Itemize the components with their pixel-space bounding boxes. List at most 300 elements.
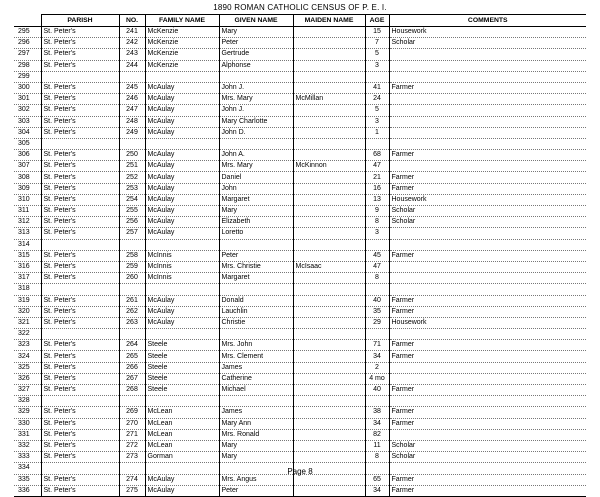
table-row <box>14 440 586 451</box>
given-name-cell: Mary <box>219 452 293 463</box>
row-number-cell: 303 <box>14 116 41 127</box>
no-cell: 253 <box>119 183 145 194</box>
table-row <box>14 116 586 127</box>
no-cell: 268 <box>119 385 145 396</box>
row-number-cell: 330 <box>14 418 41 429</box>
comments-cell: Farmer <box>389 82 586 93</box>
parish-cell: St. Peter's <box>41 116 119 127</box>
comments-cell: Farmer <box>389 250 586 261</box>
no-cell: 262 <box>119 306 145 317</box>
age-cell <box>365 396 389 407</box>
row-number-cell: 299 <box>14 71 41 82</box>
table-row <box>14 49 586 60</box>
family-name-cell: McLean <box>145 418 219 429</box>
comments-cell: Farmer <box>389 485 586 496</box>
age-cell: 15 <box>365 27 389 38</box>
age-cell: 11 <box>365 440 389 451</box>
family-name-cell: Steele <box>145 373 219 384</box>
comments-cell <box>389 373 586 384</box>
table-row <box>14 273 586 284</box>
parish-cell: St. Peter's <box>41 261 119 272</box>
comments-cell <box>389 71 586 82</box>
given-name-cell <box>219 396 293 407</box>
age-cell: 29 <box>365 317 389 328</box>
maiden-name-cell <box>293 239 365 250</box>
census-table <box>14 14 586 497</box>
maiden-name-cell <box>293 440 365 451</box>
parish-cell: St. Peter's <box>41 27 119 38</box>
row-number-cell: 295 <box>14 27 41 38</box>
age-header: AGE <box>365 15 389 27</box>
table-row <box>14 228 586 239</box>
comments-cell: Housework <box>389 27 586 38</box>
given-name-cell <box>219 71 293 82</box>
comments-cell: Farmer <box>389 385 586 396</box>
age-cell: 68 <box>365 150 389 161</box>
maiden-name-cell <box>293 105 365 116</box>
comments-cell <box>389 329 586 340</box>
given-name-cell: Margaret <box>219 273 293 284</box>
no-cell: 242 <box>119 38 145 49</box>
age-cell: 4 mo <box>365 373 389 384</box>
age-cell: 8 <box>365 452 389 463</box>
parish-cell: St. Peter's <box>41 407 119 418</box>
header-row <box>14 15 586 27</box>
row-number-cell: 315 <box>14 250 41 261</box>
family-name-cell: McLean <box>145 440 219 451</box>
maiden-name-cell <box>293 485 365 496</box>
table-row <box>14 385 586 396</box>
table-row <box>14 362 586 373</box>
given-name-cell: Mrs. Clement <box>219 351 293 362</box>
comments-cell <box>389 138 586 149</box>
row-number-cell: 323 <box>14 340 41 351</box>
given-name-cell: Gertrude <box>219 49 293 60</box>
family-name-cell: McAulay <box>145 172 219 183</box>
parish-cell: St. Peter's <box>41 385 119 396</box>
table-row <box>14 295 586 306</box>
comments-cell <box>389 273 586 284</box>
row-number-cell: 328 <box>14 396 41 407</box>
age-cell: 1 <box>365 127 389 138</box>
row-number-cell: 331 <box>14 429 41 440</box>
parish-cell: St. Peter's <box>41 440 119 451</box>
parish-cell: St. Peter's <box>41 161 119 172</box>
parish-cell: St. Peter's <box>41 38 119 49</box>
table-row <box>14 407 586 418</box>
no-cell <box>119 138 145 149</box>
no-cell: 269 <box>119 407 145 418</box>
given-name-cell: Lauchlin <box>219 306 293 317</box>
family-name-cell: McLean <box>145 429 219 440</box>
comments-cell <box>389 49 586 60</box>
table-row <box>14 284 586 295</box>
given-name-cell <box>219 239 293 250</box>
given-name-cell: Donald <box>219 295 293 306</box>
comments-cell <box>389 396 586 407</box>
family-name-cell: Steele <box>145 351 219 362</box>
family-name-cell: McKenzie <box>145 27 219 38</box>
given-name-cell: Mrs. Mary <box>219 94 293 105</box>
maiden-name-cell <box>293 217 365 228</box>
parish-cell <box>41 396 119 407</box>
row-number-cell: 321 <box>14 317 41 328</box>
given-name-cell: Michael <box>219 385 293 396</box>
given-name-cell: Mary <box>219 206 293 217</box>
parish-cell: St. Peter's <box>41 105 119 116</box>
family-name-cell: McAulay <box>145 161 219 172</box>
comments-cell <box>389 239 586 250</box>
family-name-cell: Steele <box>145 362 219 373</box>
no-cell: 260 <box>119 273 145 284</box>
table-row <box>14 127 586 138</box>
row-number-cell: 308 <box>14 172 41 183</box>
row-number-cell: 317 <box>14 273 41 284</box>
comments-cell: Scholar <box>389 217 586 228</box>
table-row <box>14 172 586 183</box>
family-name-cell: McAulay <box>145 116 219 127</box>
maiden-name-cell <box>293 172 365 183</box>
comments-cell <box>389 116 586 127</box>
no-cell: 270 <box>119 418 145 429</box>
row-number-cell: 297 <box>14 49 41 60</box>
table-row <box>14 340 586 351</box>
family-name-cell: McInnis <box>145 273 219 284</box>
parish-cell: St. Peter's <box>41 317 119 328</box>
no-cell: 244 <box>119 60 145 71</box>
row-number-cell: 301 <box>14 94 41 105</box>
table-row <box>14 82 586 93</box>
family-name-cell: McAulay <box>145 94 219 105</box>
parish-cell: St. Peter's <box>41 217 119 228</box>
parish-cell: St. Peter's <box>41 373 119 384</box>
parish-cell: St. Peter's <box>41 429 119 440</box>
comments-cell: Scholar <box>389 38 586 49</box>
maiden-name-cell <box>293 228 365 239</box>
comments-cell: Farmer <box>389 183 586 194</box>
age-cell: 38 <box>365 407 389 418</box>
maiden-name-cell <box>293 183 365 194</box>
comments-cell: Farmer <box>389 150 586 161</box>
given-name-cell: James <box>219 362 293 373</box>
row-number-cell: 316 <box>14 261 41 272</box>
age-cell: 21 <box>365 172 389 183</box>
maiden-name-cell <box>293 306 365 317</box>
family-name-cell <box>145 138 219 149</box>
table-row <box>14 94 586 105</box>
no-cell: 252 <box>119 172 145 183</box>
given-name-cell <box>219 284 293 295</box>
comments-cell: Farmer <box>389 172 586 183</box>
table-row <box>14 105 586 116</box>
parish-cell: St. Peter's <box>41 228 119 239</box>
given-name-header: GIVEN NAME <box>219 15 293 27</box>
given-name-cell: Catherine <box>219 373 293 384</box>
maiden-name-cell <box>293 407 365 418</box>
parish-cell <box>41 239 119 250</box>
row-number-cell: 332 <box>14 440 41 451</box>
table-row <box>14 373 586 384</box>
age-cell: 8 <box>365 273 389 284</box>
given-name-cell: Mary <box>219 440 293 451</box>
family-name-cell: McAulay <box>145 295 219 306</box>
row-number-cell: 322 <box>14 329 41 340</box>
age-cell: 3 <box>365 116 389 127</box>
age-cell: 24 <box>365 94 389 105</box>
maiden-name-cell: McMillan <box>293 94 365 105</box>
no-cell: 247 <box>119 105 145 116</box>
row-number-cell: 296 <box>14 38 41 49</box>
maiden-name-cell <box>293 351 365 362</box>
table-row <box>14 183 586 194</box>
table-row <box>14 38 586 49</box>
age-cell: 7 <box>365 38 389 49</box>
given-name-cell: Daniel <box>219 172 293 183</box>
comments-cell: Farmer <box>389 418 586 429</box>
given-name-cell: Peter <box>219 250 293 261</box>
given-name-cell: Peter <box>219 485 293 496</box>
comments-cell <box>389 60 586 71</box>
row-number-cell: 298 <box>14 60 41 71</box>
family-name-cell: McInnis <box>145 261 219 272</box>
comments-cell <box>389 261 586 272</box>
table-row <box>14 194 586 205</box>
table-row <box>14 351 586 362</box>
family-name-cell <box>145 239 219 250</box>
parish-cell: St. Peter's <box>41 418 119 429</box>
parish-cell <box>41 138 119 149</box>
no-cell: 263 <box>119 317 145 328</box>
age-cell: 13 <box>365 194 389 205</box>
age-cell: 41 <box>365 82 389 93</box>
age-cell: 82 <box>365 429 389 440</box>
given-name-cell: Mrs. Ronald <box>219 429 293 440</box>
no-cell: 256 <box>119 217 145 228</box>
table-row <box>14 206 586 217</box>
no-cell: 261 <box>119 295 145 306</box>
age-cell: 35 <box>365 306 389 317</box>
given-name-cell: Peter <box>219 38 293 49</box>
age-cell: 3 <box>365 228 389 239</box>
parish-cell: St. Peter's <box>41 94 119 105</box>
family-name-cell: McLean <box>145 407 219 418</box>
family-name-cell: McAulay <box>145 150 219 161</box>
age-cell: 34 <box>365 351 389 362</box>
family-name-cell: McAulay <box>145 105 219 116</box>
no-cell: 251 <box>119 161 145 172</box>
table-row <box>14 161 586 172</box>
given-name-cell: Loretto <box>219 228 293 239</box>
parish-cell: St. Peter's <box>41 127 119 138</box>
age-cell: 3 <box>365 60 389 71</box>
parish-cell <box>41 284 119 295</box>
maiden-name-cell <box>293 295 365 306</box>
maiden-name-cell <box>293 71 365 82</box>
family-name-cell: McAulay <box>145 127 219 138</box>
age-cell: 34 <box>365 485 389 496</box>
maiden-name-cell <box>293 250 365 261</box>
comments-cell: Scholar <box>389 452 586 463</box>
comments-cell: Farmer <box>389 474 586 485</box>
given-name-cell: Alphonse <box>219 60 293 71</box>
parish-cell: St. Peter's <box>41 150 119 161</box>
parish-cell: St. Peter's <box>41 485 119 496</box>
table-row <box>14 261 586 272</box>
maiden-name-cell <box>293 194 365 205</box>
family-name-cell: Gorman <box>145 452 219 463</box>
comments-cell <box>389 429 586 440</box>
parish-cell: St. Peter's <box>41 474 119 485</box>
age-cell <box>365 138 389 149</box>
table-row <box>14 250 586 261</box>
maiden-name-cell <box>293 418 365 429</box>
given-name-cell: Margaret <box>219 194 293 205</box>
maiden-name-cell <box>293 273 365 284</box>
row-number-cell: 306 <box>14 150 41 161</box>
family-name-cell: McKenzie <box>145 60 219 71</box>
no-cell: 274 <box>119 474 145 485</box>
given-name-cell <box>219 329 293 340</box>
no-cell: 258 <box>119 250 145 261</box>
family-name-cell <box>145 329 219 340</box>
parish-cell: St. Peter's <box>41 362 119 373</box>
row-number-cell: 324 <box>14 351 41 362</box>
row-number-cell: 305 <box>14 138 41 149</box>
family-name-cell <box>145 71 219 82</box>
row-number-cell: 318 <box>14 284 41 295</box>
given-name-cell: John D. <box>219 127 293 138</box>
maiden-name-cell <box>293 385 365 396</box>
parish-cell: St. Peter's <box>41 82 119 93</box>
family-name-cell: McAulay <box>145 217 219 228</box>
maiden-name-cell <box>293 150 365 161</box>
no-cell <box>119 329 145 340</box>
family-name-cell: McKenzie <box>145 49 219 60</box>
family-name-cell: McAulay <box>145 82 219 93</box>
maiden-name-cell <box>293 373 365 384</box>
no-cell: 243 <box>119 49 145 60</box>
maiden-name-header: MAIDEN NAME <box>293 15 365 27</box>
no-cell: 264 <box>119 340 145 351</box>
given-name-cell: John J. <box>219 82 293 93</box>
no-cell <box>119 284 145 295</box>
parish-cell: St. Peter's <box>41 60 119 71</box>
maiden-name-cell <box>293 340 365 351</box>
maiden-name-cell <box>293 116 365 127</box>
document-title: 1890 ROMAN CATHOLIC CENSUS OF P. E. I. <box>213 3 387 12</box>
comments-cell <box>389 105 586 116</box>
maiden-name-cell <box>293 82 365 93</box>
given-name-cell: Christie <box>219 317 293 328</box>
row-number-cell: 304 <box>14 127 41 138</box>
row-number-cell: 314 <box>14 239 41 250</box>
table-row <box>14 27 586 38</box>
parish-cell: St. Peter's <box>41 273 119 284</box>
no-cell: 249 <box>119 127 145 138</box>
parish-cell: St. Peter's <box>41 172 119 183</box>
maiden-name-cell: McKinnon <box>293 161 365 172</box>
row-number-cell: 320 <box>14 306 41 317</box>
family-name-cell: McAulay <box>145 206 219 217</box>
age-cell: 45 <box>365 250 389 261</box>
row-number-cell: 310 <box>14 194 41 205</box>
given-name-cell: Mary <box>219 27 293 38</box>
row-number-cell: 335 <box>14 474 41 485</box>
given-name-cell: Mary Charlotte <box>219 116 293 127</box>
age-cell: 5 <box>365 105 389 116</box>
maiden-name-cell <box>293 27 365 38</box>
age-cell <box>365 71 389 82</box>
comments-cell: Housework <box>389 317 586 328</box>
family-name-cell: McAulay <box>145 228 219 239</box>
no-cell <box>119 71 145 82</box>
row-number-cell: 312 <box>14 217 41 228</box>
table-row <box>14 329 586 340</box>
maiden-name-cell <box>293 452 365 463</box>
no-header: NO. <box>119 15 145 27</box>
row-number-cell: 333 <box>14 452 41 463</box>
parish-cell: St. Peter's <box>41 183 119 194</box>
given-name-cell: Elizabeth <box>219 217 293 228</box>
no-cell: 267 <box>119 373 145 384</box>
family-name-cell: McAulay <box>145 306 219 317</box>
row-number-cell: 326 <box>14 373 41 384</box>
family-name-header: FAMILY NAME <box>145 15 219 27</box>
row-number-cell: 327 <box>14 385 41 396</box>
parish-cell <box>41 329 119 340</box>
parish-cell <box>41 71 119 82</box>
table-row <box>14 317 586 328</box>
comments-cell <box>389 284 586 295</box>
no-cell: 265 <box>119 351 145 362</box>
row-number-cell: 309 <box>14 183 41 194</box>
no-cell: 250 <box>119 150 145 161</box>
row-number-cell: 325 <box>14 362 41 373</box>
age-cell <box>365 329 389 340</box>
no-cell: 272 <box>119 440 145 451</box>
parish-cell: St. Peter's <box>41 206 119 217</box>
table-row <box>14 150 586 161</box>
family-name-cell <box>145 284 219 295</box>
age-cell: 16 <box>365 183 389 194</box>
maiden-name-cell <box>293 49 365 60</box>
family-name-cell: McAulay <box>145 183 219 194</box>
row-number-header <box>14 15 41 27</box>
parish-cell: St. Peter's <box>41 340 119 351</box>
page-number: Page 8 <box>287 467 313 476</box>
family-name-cell: McAulay <box>145 317 219 328</box>
maiden-name-cell: McIsaac <box>293 261 365 272</box>
table-row <box>14 217 586 228</box>
row-number-cell: 334 <box>14 463 41 474</box>
given-name-cell: John <box>219 183 293 194</box>
table-row <box>14 485 586 496</box>
age-cell: 40 <box>365 385 389 396</box>
parish-header: PARISH <box>41 15 119 27</box>
no-cell: 271 <box>119 429 145 440</box>
given-name-cell <box>219 138 293 149</box>
table-row <box>14 452 586 463</box>
row-number-cell: 302 <box>14 105 41 116</box>
maiden-name-cell <box>293 429 365 440</box>
given-name-cell: John J. <box>219 105 293 116</box>
age-cell: 9 <box>365 206 389 217</box>
comments-cell: Farmer <box>389 295 586 306</box>
comments-cell <box>389 127 586 138</box>
parish-cell: St. Peter's <box>41 351 119 362</box>
maiden-name-cell <box>293 362 365 373</box>
no-cell: 259 <box>119 261 145 272</box>
